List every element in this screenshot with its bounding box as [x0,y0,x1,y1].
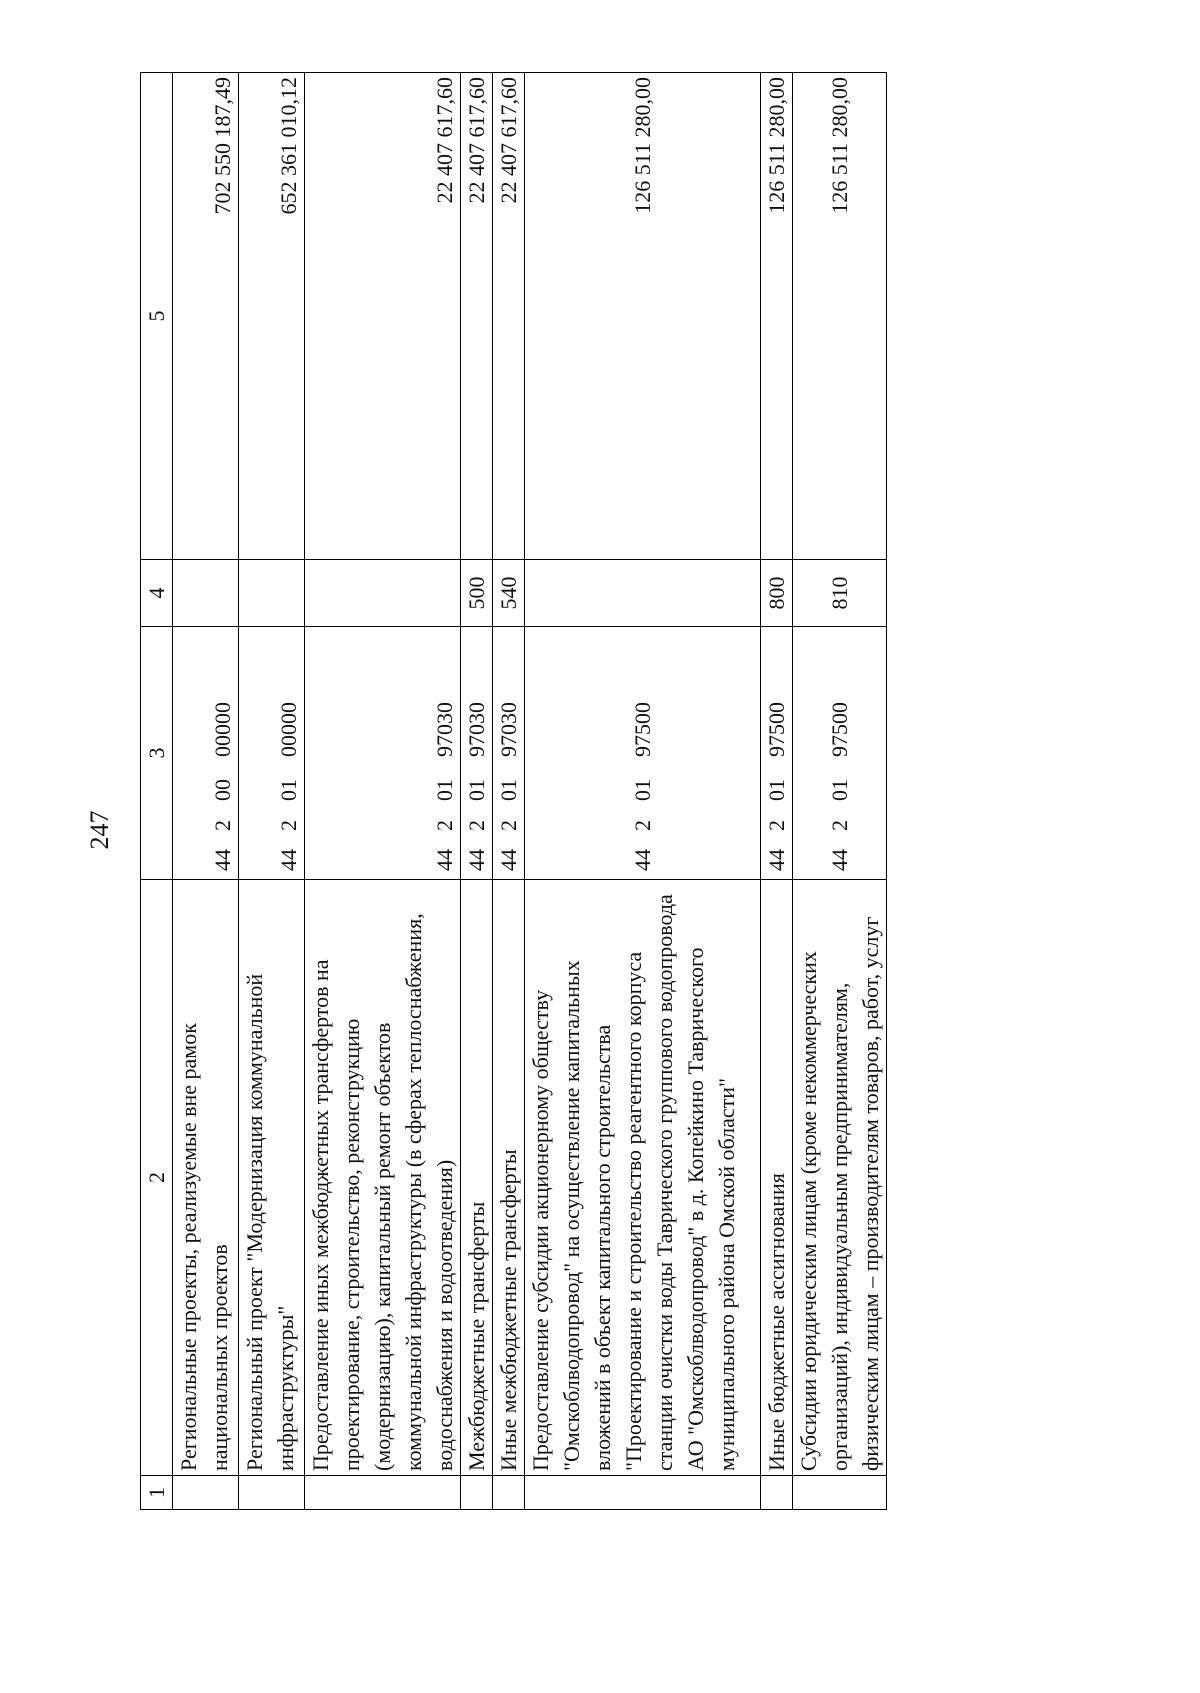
row-name: Межбюджетные трансферты [461,880,493,1476]
row-type [173,560,239,627]
code-part: 01 [432,779,457,801]
table-header-row [141,73,173,1510]
row-code [173,627,239,880]
row-name: Иные бюджетные ассигнования [761,880,793,1476]
header-col-4: 4 [141,560,173,627]
code-part: 2 [276,820,301,831]
row-amount: 702 550 187,49 [173,73,239,560]
row-code [239,627,305,880]
row-amount: 126 511 280,00 [761,73,793,560]
code-part: 00000 [210,702,235,757]
code-part: 2 [464,820,489,831]
table-row [493,73,525,1510]
code-part: 2 [827,820,852,831]
row-type [305,560,461,627]
code-part: 2 [432,820,457,831]
code-part: 01 [496,779,521,801]
code-part: 97500 [630,702,655,757]
code-part: 97500 [827,702,852,757]
code-part: 44 [276,849,301,871]
row-code [525,627,761,880]
row-type [525,560,761,627]
code-part: 01 [464,779,489,801]
code-part: 44 [764,849,789,871]
code-part: 97030 [496,702,521,757]
code-part: 97030 [464,702,489,757]
row-type [239,560,305,627]
code-part: 97030 [432,702,457,757]
row-type: 800 [761,560,793,627]
code-part: 44 [496,849,521,871]
table-row [239,73,305,1510]
code-part: 2 [630,820,655,831]
code-part: 44 [630,849,655,871]
row-code [793,627,887,880]
code-part: 44 [464,849,489,871]
row-amount: 126 511 280,00 [525,73,761,560]
table-row [525,73,761,1510]
header-col-3: 3 [141,627,173,880]
row-code [493,627,525,880]
table-row [793,73,887,1510]
header-col-2: 2 [141,880,173,1476]
row-code [761,627,793,880]
row-index-cell [305,1476,461,1510]
row-name: Предоставление иных межбюджетных трансфертов на проектирование, строительство, реконструкцию (модернизацию), капитальный ремонт объектов коммунальной инфраструктуры (в сферах теплоснабжения, водоснабжения и водоотведения) [305,880,461,1476]
budget-table [140,72,887,1510]
code-part: 2 [496,820,521,831]
code-part: 01 [764,779,789,801]
table-row [173,73,239,1510]
page-number: 247 [85,810,114,850]
header-col-1: 1 [141,1476,173,1510]
table-row [461,73,493,1510]
row-name: Предоставление субсидии акционерному обществу "Омскоблводопровод" на осуществление капитальных вложений в объект капитального строительства "Проектирование и строительство реагентного корпуса станции очистки воды Таврического группового водопровода АО "Омскоблводопровод" в д. Копейкино Таврического муниципального района Омской области" [525,880,761,1476]
row-index-cell [461,1476,493,1510]
header-col-5: 5 [141,73,173,560]
row-index-cell [239,1476,305,1510]
row-name: Региональный проект "Модернизация коммунальной инфраструктуры" [239,880,305,1476]
row-code [461,627,493,880]
code-part: 2 [210,820,235,831]
row-amount: 126 511 280,00 [793,73,887,560]
table-row [305,73,461,1510]
row-name: Субсидии юридическим лицам (кроме некоммерческих организаций), индивидуальным предпринимателям, физическим лицам – производителям товаров, работ, услуг [793,880,887,1476]
row-name: Иные межбюджетные трансферты [493,880,525,1476]
row-amount: 22 407 617,60 [305,73,461,560]
code-part: 44 [432,849,457,871]
code-part: 44 [827,849,852,871]
code-part: 01 [827,779,852,801]
code-part: 00 [210,779,235,801]
row-index-cell [793,1476,887,1510]
row-index-cell [493,1476,525,1510]
rotated-table-frame [140,73,883,1510]
row-amount: 22 407 617,60 [493,73,525,560]
row-type: 810 [793,560,887,627]
code-part: 01 [630,779,655,801]
row-code [305,627,461,880]
row-amount: 22 407 617,60 [461,73,493,560]
row-index-cell [173,1476,239,1510]
row-type: 540 [493,560,525,627]
code-part: 00000 [276,702,301,757]
row-type: 500 [461,560,493,627]
row-index-cell [761,1476,793,1510]
table-row [761,73,793,1510]
row-name: Региональные проекты, реализуемые вне рамок национальных проектов [173,880,239,1476]
code-part: 97500 [764,702,789,757]
row-amount: 652 361 010,12 [239,73,305,560]
code-part: 01 [276,779,301,801]
code-part: 2 [764,820,789,831]
code-part: 44 [210,849,235,871]
row-index-cell [525,1476,761,1510]
